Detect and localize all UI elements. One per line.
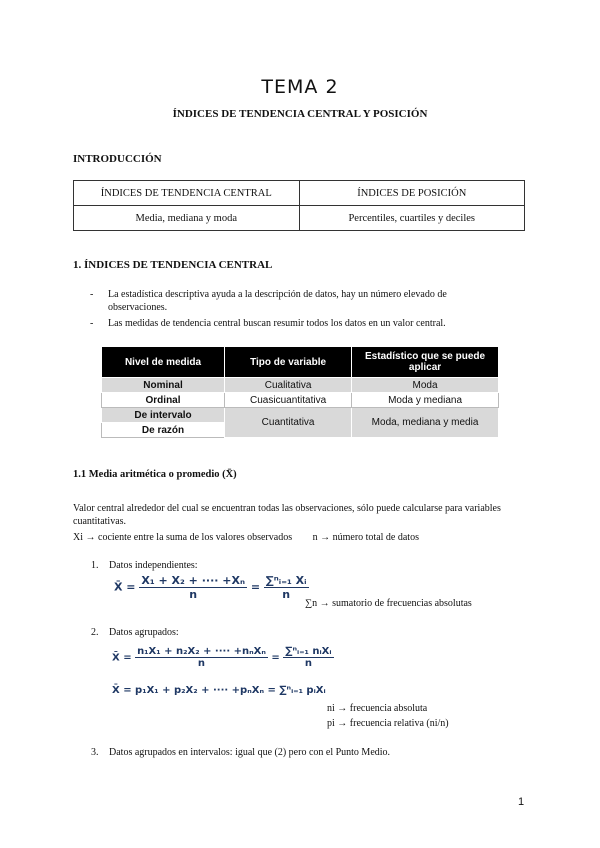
n-note-text: n → número total de datos xyxy=(312,532,419,543)
table-header-cell: Estadístico que se puede aplicar xyxy=(352,347,499,378)
table-row xyxy=(102,408,499,423)
sum-note: ∑n → sumatorio de frecuencias absolutas xyxy=(305,598,472,609)
formula-equals: = xyxy=(271,652,280,664)
table-row xyxy=(102,347,499,378)
formula-denominator: n xyxy=(197,658,206,669)
table-cell: Nominal xyxy=(102,378,225,393)
table-row xyxy=(102,393,499,408)
table-row xyxy=(102,378,499,393)
page-subtitle: ÍNDICES DE TENDENCIA CENTRAL Y POSICIÓN xyxy=(172,108,428,120)
page-title: TEMA 2 xyxy=(261,76,339,98)
list-item xyxy=(91,627,179,638)
section1-bullets xyxy=(88,288,508,333)
formula-independent xyxy=(114,574,309,601)
item-label: Datos agrupados: xyxy=(109,627,179,638)
list-item xyxy=(91,560,198,571)
section11-paragraph: Valor central alrededor del cual se encuentran todas las observaciones, sólo puede calcularse para variables cuantitativas. xyxy=(73,503,501,527)
table-row xyxy=(74,206,525,231)
table-cell: De razón xyxy=(102,423,225,438)
table-row xyxy=(74,181,525,206)
formula-grouped xyxy=(112,646,334,669)
measures-table xyxy=(101,346,499,438)
table-cell: Moda y mediana xyxy=(352,393,499,408)
item-label: Datos independientes: xyxy=(109,560,198,571)
table-header-cell: Nivel de medida xyxy=(102,347,225,378)
formula-fraction xyxy=(283,646,333,669)
intro-table xyxy=(73,180,525,231)
table-header-cell: ÍNDICES DE POSICIÓN xyxy=(299,181,525,206)
list-item: - Las medidas de tendencia central buscan resumir todos los datos en un valor central. xyxy=(88,317,508,330)
intro-heading: INTRODUCCIÓN xyxy=(73,153,162,165)
table-cell: Ordinal xyxy=(102,393,225,408)
table-cell: Cualitativa xyxy=(225,378,352,393)
section1-heading: 1. ÍNDICES DE TENDENCIA CENTRAL xyxy=(73,259,273,271)
pi-note: pi → frecuencia relativa (ni/n) xyxy=(327,718,449,729)
formula-lhs: X̄ = xyxy=(112,652,132,664)
table-header-cell: Tipo de variable xyxy=(225,347,352,378)
item-number: 2. xyxy=(91,627,99,638)
table-cell: De intervalo xyxy=(102,408,225,423)
table-header-cell: ÍNDICES DE TENDENCIA CENTRAL xyxy=(74,181,300,206)
item-number: 1. xyxy=(91,560,99,571)
formula-fraction xyxy=(139,574,247,601)
formula-denominator: n xyxy=(189,588,198,601)
formula-numerator: ∑ⁿᵢ₌₁ Xᵢ xyxy=(265,574,307,587)
formula-numerator: n₁X₁ + n₂X₂ + ···· +nₙXₙ xyxy=(137,646,266,657)
item-number: 3. xyxy=(91,747,99,758)
formula-lhs: X̄ = xyxy=(114,580,136,594)
formula-denominator: n xyxy=(282,588,291,601)
xi-note xyxy=(73,532,419,543)
formula-fraction xyxy=(135,646,268,669)
formula-equals: = xyxy=(250,580,261,594)
item-label: Datos agrupados en intervalos: igual que (2) pero con el Punto Medio. xyxy=(109,747,391,758)
table-cell: Media, mediana y moda xyxy=(74,206,300,231)
ni-note: ni → frecuencia absoluta xyxy=(327,703,428,714)
formula-grouped-relative: X̄ = p₁X₁ + p₂X₂ + ···· +pₙXₙ = ∑ⁿᵢ₌₁ pᵢXᵢ xyxy=(112,685,326,696)
formula-fraction xyxy=(264,574,309,601)
list-item: - La estadística descriptiva ayuda a la descripción de datos, hay un número elevado de observaciones. xyxy=(88,288,508,314)
formula-numerator: ∑ⁿᵢ₌₁ nᵢXᵢ xyxy=(285,646,332,657)
table-cell: Moda, mediana y media xyxy=(352,408,499,438)
formula-denominator: n xyxy=(304,658,312,669)
xi-note-text: Xi → cociente entre la suma de los valores observados xyxy=(73,532,293,543)
table-cell: Cuantitativa xyxy=(225,408,352,438)
table-cell: Percentiles, cuartiles y deciles xyxy=(299,206,525,231)
page-number: 1 xyxy=(518,796,525,808)
section11-heading: 1.1 Media aritmética o promedio (X̄) xyxy=(73,469,237,480)
formula-numerator: X₁ + X₂ + ···· +Xₙ xyxy=(141,574,245,587)
list-item xyxy=(91,747,390,758)
table-cell: Moda xyxy=(352,378,499,393)
table-cell: Cuasicuantitativa xyxy=(225,393,352,408)
